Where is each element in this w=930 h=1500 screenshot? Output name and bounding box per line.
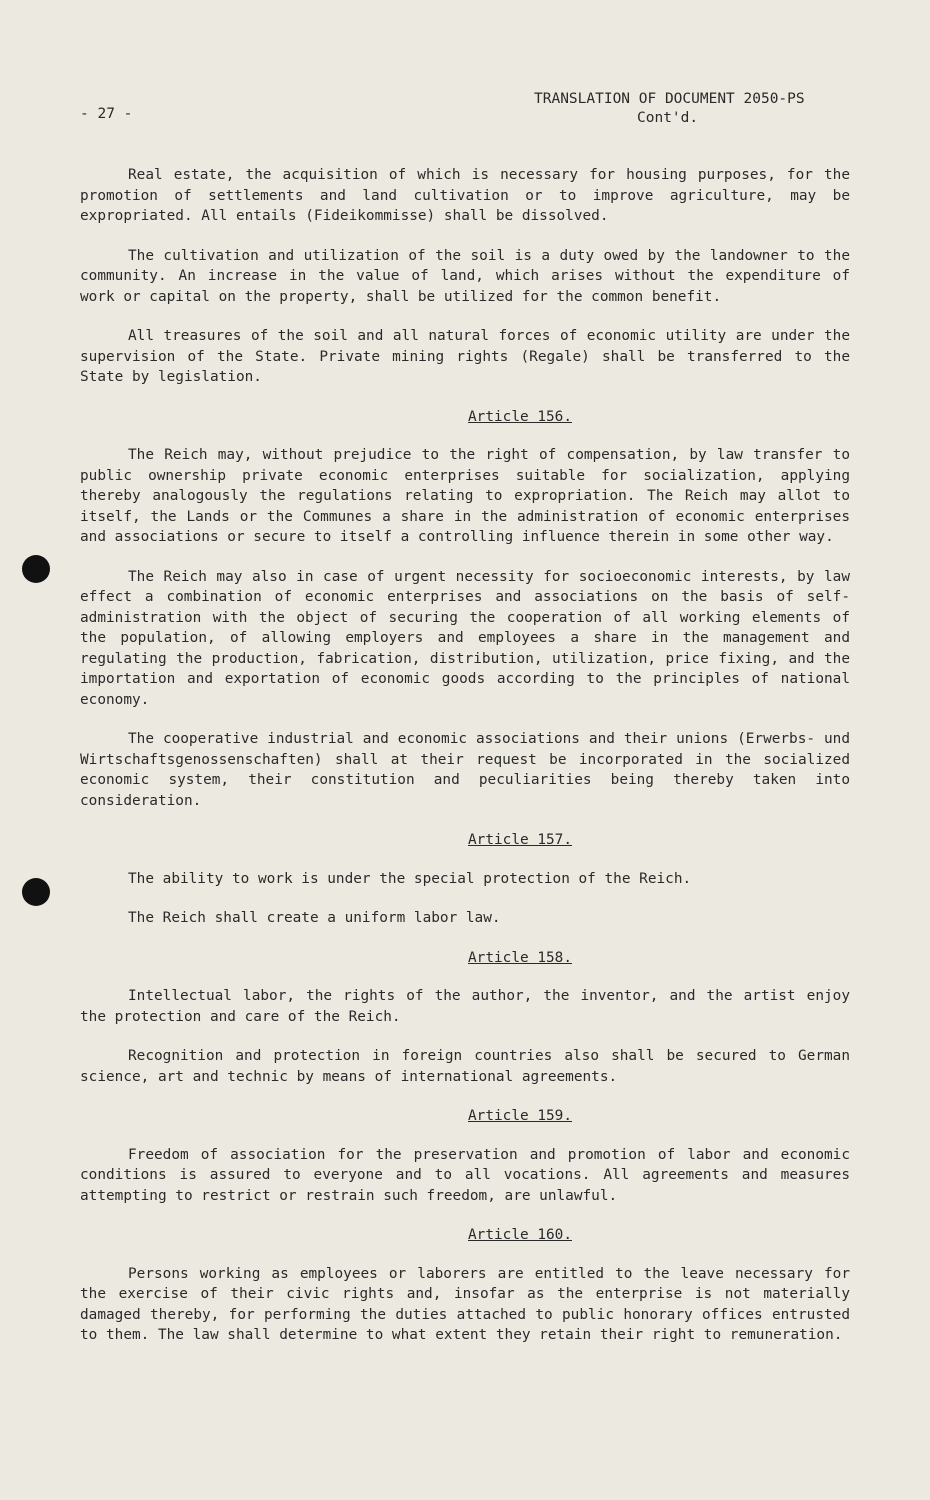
- document-header: [534, 90, 844, 128]
- continued-label: Cont'd.: [637, 110, 699, 126]
- document-body: [80, 165, 850, 1365]
- page-number: - 27 -: [80, 106, 133, 122]
- document-title: TRANSLATION OF DOCUMENT 2050-PS: [534, 91, 805, 107]
- punch-hole-lower: [22, 878, 50, 906]
- paragraph-freedom-of-association: Freedom of association for the preservation and promotion of labor and economic conditions is assured to everyone and to all vocations. All agreements and measures attempting to restrict or restrain such freedom, are unlawful.: [80, 1146, 850, 1204]
- heading-article-157-text: Article 157.: [468, 832, 572, 848]
- heading-article-159-text: Article 159.: [468, 1108, 572, 1124]
- paragraph-international-agreements: Recognition and protection in foreign countries also shall be secured to German science, art and technic by means of international agreements.: [80, 1048, 850, 1085]
- paragraph-socialization: The Reich may, without prejudice to the right of compensation, by law transfer to public ownership private economic enterprises suitable for socialization, applying thereby analogously the regulations relating to expropriation. The Reich may allot to itself, the Lands or the Communes a share in the administration of economic enterprises and associations or secure to itself a controlling influence therein in some other way.: [80, 447, 850, 545]
- paragraph-cooperatives: The cooperative industrial and economic associations and their unions (Erwerbs- und Wirtschaftsgenossenschaften) shall at their request be incorporated in the socialized economic system, their constitution and peculiarities being thereby taken into consideration.: [80, 731, 850, 809]
- heading-article-160: [80, 1225, 850, 1246]
- paragraph-intellectual-labor: Intellectual labor, the rights of the author, the inventor, and the artist enjoy the protection and care of the Reich.: [80, 988, 850, 1025]
- heading-article-160-text: Article 160.: [468, 1227, 572, 1243]
- paragraph-ability-to-work: The ability to work is under the special protection of the Reich.: [128, 870, 692, 887]
- heading-article-159: [80, 1106, 850, 1127]
- paragraph-civic-leave: Persons working as employees or laborers are entitled to the leave necessary for the exercise of their civic rights and, insofar as the enterprise is not materially damaged thereby, for performing the duties attached to public honorary offices entrusted to them. The law shall determine to what extent they retain their right to remuneration.: [80, 1265, 850, 1343]
- paragraph-economic-combination: The Reich may also in case of urgent necessity for socioeconomic interests, by law effect a combination of economic enterprises and associations on the basis of self-administration with the object of securing the cooperation of all working elements of the population, of allowing employers and employees a share in the management and regulating the production, fabrication, distribution, utilization, price fixing, and the importation and exportation of economic goods according to the principles of national economy.: [80, 568, 850, 708]
- heading-article-158-text: Article 158.: [468, 949, 572, 966]
- punch-hole-upper: [22, 555, 50, 583]
- heading-article-157: [80, 830, 850, 851]
- paragraph-real-estate: Real estate, the acquisition of which is necessary for housing purposes, for the promotion of settlements and land cultivation or to improve agriculture, may be expropriated. All entails (Fideikommisse) shall be dissolved.: [80, 167, 850, 224]
- heading-article-156-text: Article 156.: [468, 408, 572, 425]
- heading-article-158: [80, 948, 850, 969]
- paragraph-soil-cultivation: The cultivation and utilization of the soil is a duty owed by the landowner to the community. An increase in the value of land, which arises without the expenditure of work or capital on the property, shall be utilized for the common benefit.: [80, 247, 850, 305]
- paragraph-natural-resources: All treasures of the soil and all natural forces of economic utility are under the supervision of the State. Private mining rights (Regale) shall be transferred to the State by legislation.: [80, 328, 850, 385]
- heading-article-156: [80, 407, 850, 428]
- paragraph-labor-law: The Reich shall create a uniform labor law.: [128, 910, 501, 926]
